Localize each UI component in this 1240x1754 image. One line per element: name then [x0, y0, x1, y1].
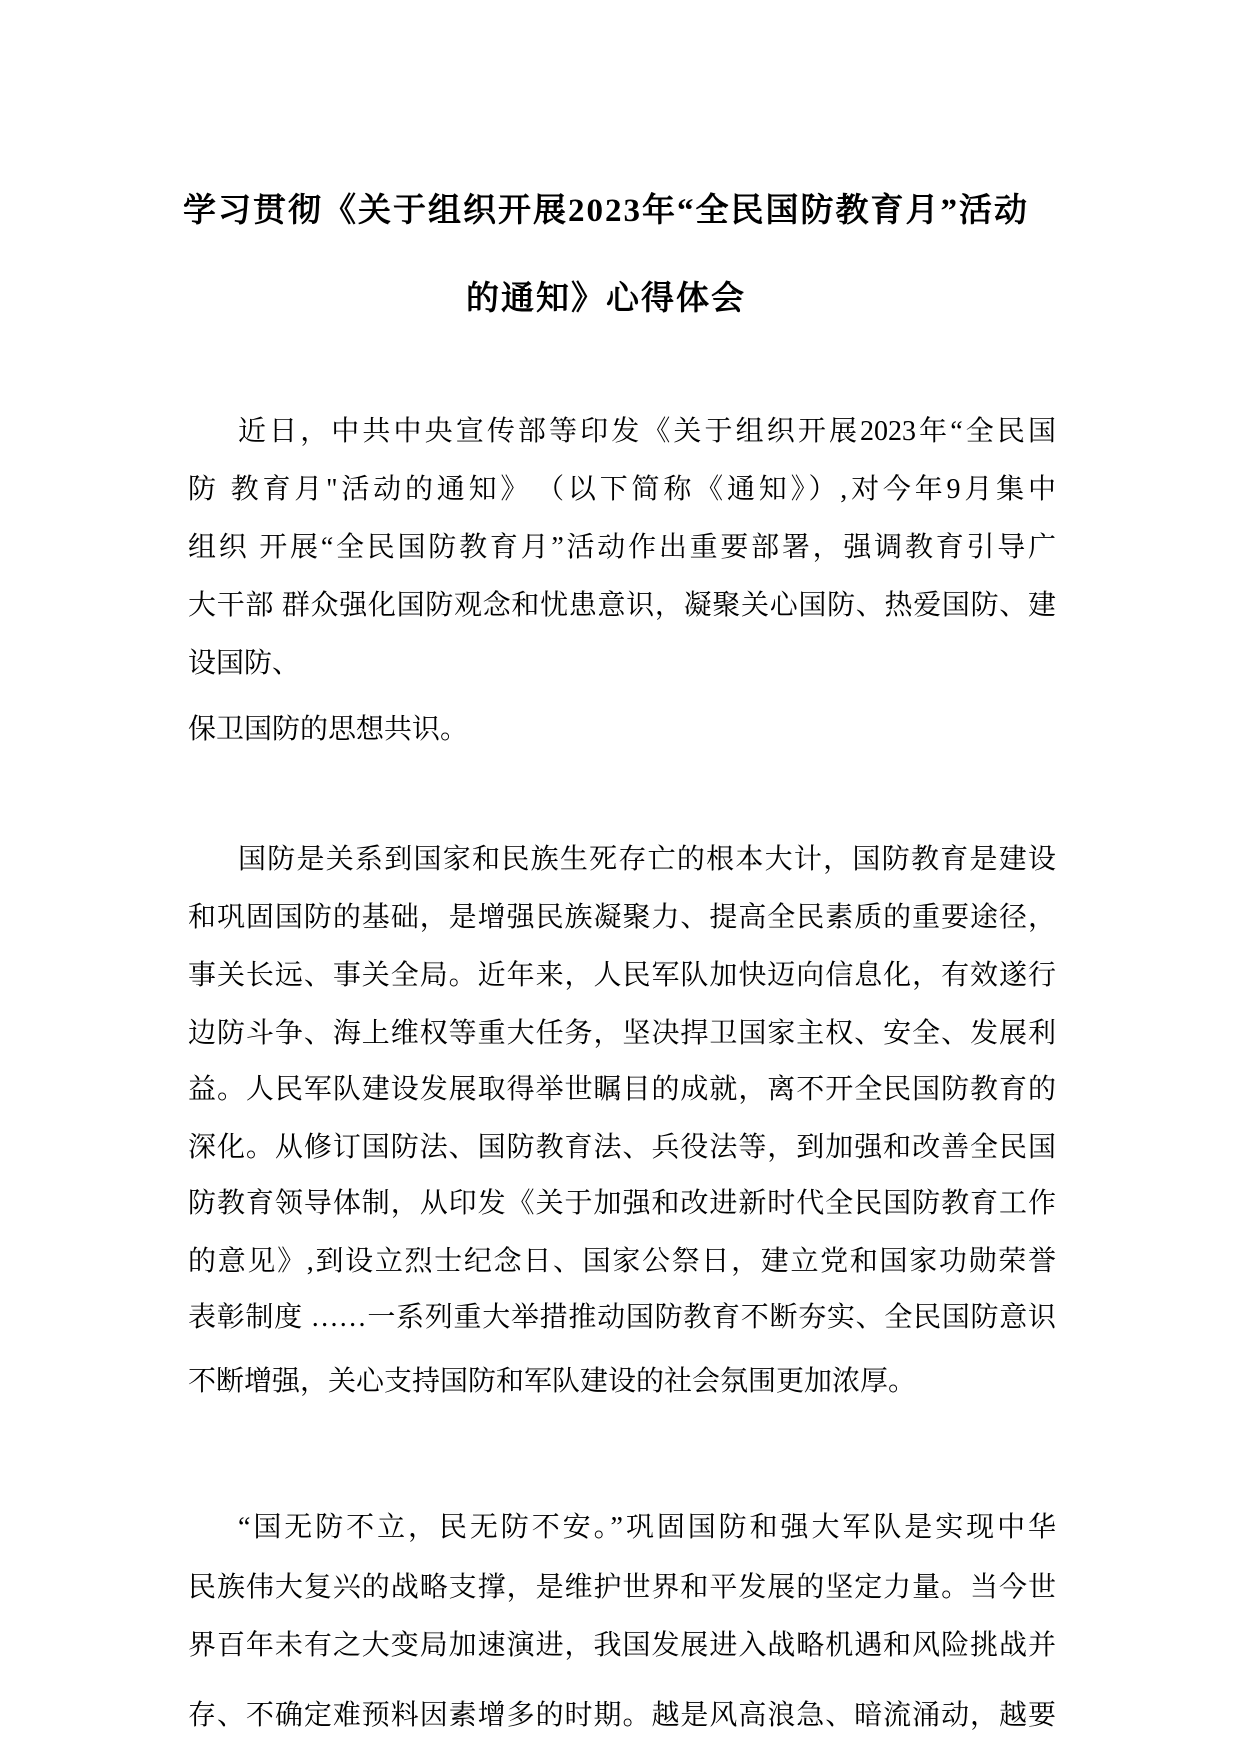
paragraph-line: 事关长远、事关全局。近年来，人民军队加快迈向信息化，有效遂行	[188, 960, 1056, 991]
paragraph-line: 国防是关系到国家和民族生死存亡的根本大计，国防教育是建设	[238, 844, 1056, 875]
paragraph-line: 组织 开展“全民国防教育月”活动作出重要部署，强调教育引导广	[188, 532, 1056, 563]
paragraph-line: 存、不确定难预料因素增多的时期。越是风高浪急、暗流涌动，越要	[188, 1700, 1056, 1731]
paragraph-line: 不断增强，关心支持国防和军队建设的社会氛围更加浓厚。	[188, 1366, 917, 1397]
paragraph-line: 边防斗争、海上维权等重大任务，坚决捍卫国家主权、安全、发展利	[188, 1018, 1056, 1049]
paragraph-line: 近日，中共中央宣传部等印发《关于组织开展2023年“全民国	[238, 416, 1056, 447]
paragraph-line: 设国防、	[188, 648, 301, 679]
paragraph-line: 保卫国防的思想共识。	[188, 714, 469, 745]
paragraph-line: 民族伟大复兴的战略支撑，是维护世界和平发展的坚定力量。当今世	[188, 1572, 1056, 1603]
document-title-line: 学习贯彻《关于组织开展2023年“全民国防教育月”活动	[183, 193, 1029, 229]
paragraph-line: 表彰制度 ……一系列重大举措推动国防教育不断夯实、全民国防意识	[188, 1302, 1056, 1333]
paragraph-line: 防 教育月"活动的通知》 （以下简称《通知》）,对今年9月集中	[188, 474, 1056, 505]
paragraph-line: “国无防不立，民无防不安。”巩固国防和强大军队是实现中华	[238, 1512, 1056, 1543]
paragraph-line: 界百年未有之大变局加速演进，我国发展进入战略机遇和风险挑战并	[188, 1630, 1056, 1661]
paragraph-line: 大干部 群众强化国防观念和忧患意识，凝聚关心国防、热爱国防、建	[188, 590, 1056, 621]
document-title-line: 的通知》心得体会	[466, 281, 746, 317]
paragraph-line: 和巩固国防的基础，是增强民族凝聚力、提高全民素质的重要途径，	[188, 902, 1056, 933]
paragraph-line: 益。人民军队建设发展取得举世瞩目的成就，离不开全民国防教育的	[188, 1074, 1056, 1105]
paragraph-line: 的意见》,到设立烈士纪念日、国家公祭日，建立党和国家功勋荣誉	[188, 1246, 1056, 1277]
paragraph-line: 防教育领导体制，从印发《关于加强和改进新时代全民国防教育工作	[188, 1188, 1056, 1219]
paragraph-line: 深化。从修订国防法、国防教育法、兵役法等，到加强和改善全民国	[188, 1132, 1056, 1163]
